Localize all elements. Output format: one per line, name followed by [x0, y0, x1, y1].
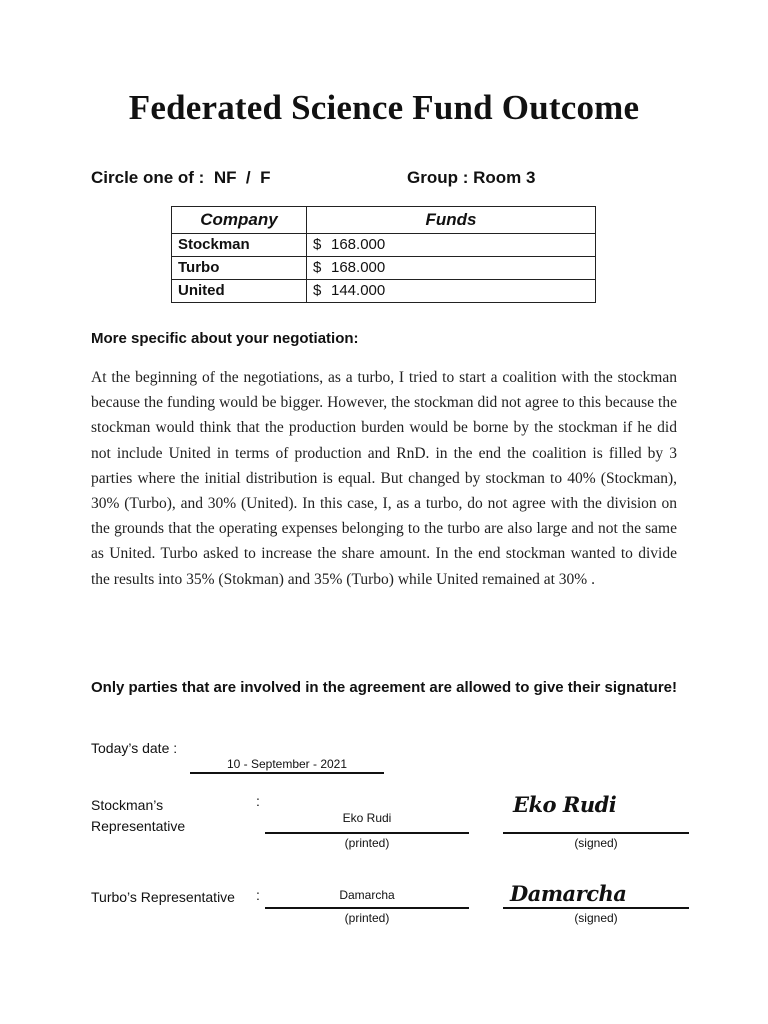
- negotiation-text: At the beginning of the negotiations, as a turbo, I tried to start a coalition with the stockman because the funding would be bigger. However, the stockman did not agree to this because the stockman would think that the production burden would be borne by the stockman if he did not include United in terms of production and RnD. in the end the coalition is filled by 3 parties where the initial distribution is equal. But changed by stockman to 40% (Stockman), 30% (Turbo), and 30% (United). In this case, I, as a turbo, do not agree with the division on the grounds that the operating expenses belonging to the turbo are also large and not the same as United. Turbo asked to increase the share amount. In the end stockman wanted to divide the results into 35% (Stokman) and 35% (Turbo) while United remained at 30% .: [91, 369, 677, 588]
- date-value: 10 - September - 2021: [226, 757, 348, 771]
- turbo-printed-line: [265, 907, 469, 909]
- turbo-rep-colon: :: [256, 887, 260, 903]
- company-cell: Turbo: [172, 257, 307, 280]
- funds-table: [171, 206, 596, 303]
- funds-amount: 144.000: [331, 282, 386, 299]
- company-cell: United: [172, 280, 307, 303]
- currency-symbol: $: [313, 259, 322, 276]
- turbo-rep-label: Turbo’s Representative: [91, 889, 235, 905]
- document-title: Federated Science Fund Outcome: [128, 88, 640, 127]
- company-cell: Stockman: [172, 234, 307, 257]
- circle-options: NF / F: [213, 168, 271, 187]
- stockman-printed-line: [265, 832, 469, 834]
- currency-symbol: $: [313, 236, 322, 253]
- stockman-signed-caption: (signed): [574, 836, 618, 850]
- stockman-printed-name: Eko Rudi: [342, 811, 392, 825]
- turbo-signed-caption: (signed): [574, 911, 618, 925]
- turbo-printed-name: Damarcha: [339, 888, 395, 902]
- funds-cell: [307, 234, 596, 257]
- column-header-funds: Funds: [307, 207, 596, 234]
- table-row: [172, 257, 596, 280]
- circle-label: Circle one of :: [91, 168, 205, 187]
- stockman-rep-label-line1: Stockman’s: [91, 797, 164, 813]
- stockman-printed-caption: (printed): [344, 836, 390, 850]
- table-row: [172, 234, 596, 257]
- circle-choice-line: [91, 168, 270, 188]
- turbo-printed-caption: (printed): [344, 911, 390, 925]
- table-header-row: [172, 207, 596, 234]
- date-underline: [190, 772, 384, 774]
- signature-notice: Only parties that are involved in the agreement are allowed to give their signature!: [91, 679, 677, 696]
- turbo-signature: Damarcha: [510, 881, 627, 906]
- funds-amount: 168.000: [331, 236, 386, 253]
- column-header-company: Company: [172, 207, 307, 234]
- group-label: Group : Room 3: [407, 168, 536, 187]
- stockman-signed-line: [503, 832, 689, 834]
- negotiation-heading: More specific about your negotiation:: [91, 330, 359, 347]
- currency-symbol: $: [313, 282, 322, 299]
- stockman-rep-label-line2: Representative: [91, 818, 186, 834]
- funds-amount: 168.000: [331, 259, 386, 276]
- stockman-signature: Eko Rudi: [513, 792, 617, 817]
- stockman-rep-label: [91, 795, 185, 837]
- turbo-signed-line: [503, 907, 689, 909]
- table-row: [172, 280, 596, 303]
- funds-cell: [307, 280, 596, 303]
- funds-cell: [307, 257, 596, 280]
- stockman-rep-colon: :: [256, 793, 260, 809]
- date-label: Today’s date :: [91, 740, 178, 756]
